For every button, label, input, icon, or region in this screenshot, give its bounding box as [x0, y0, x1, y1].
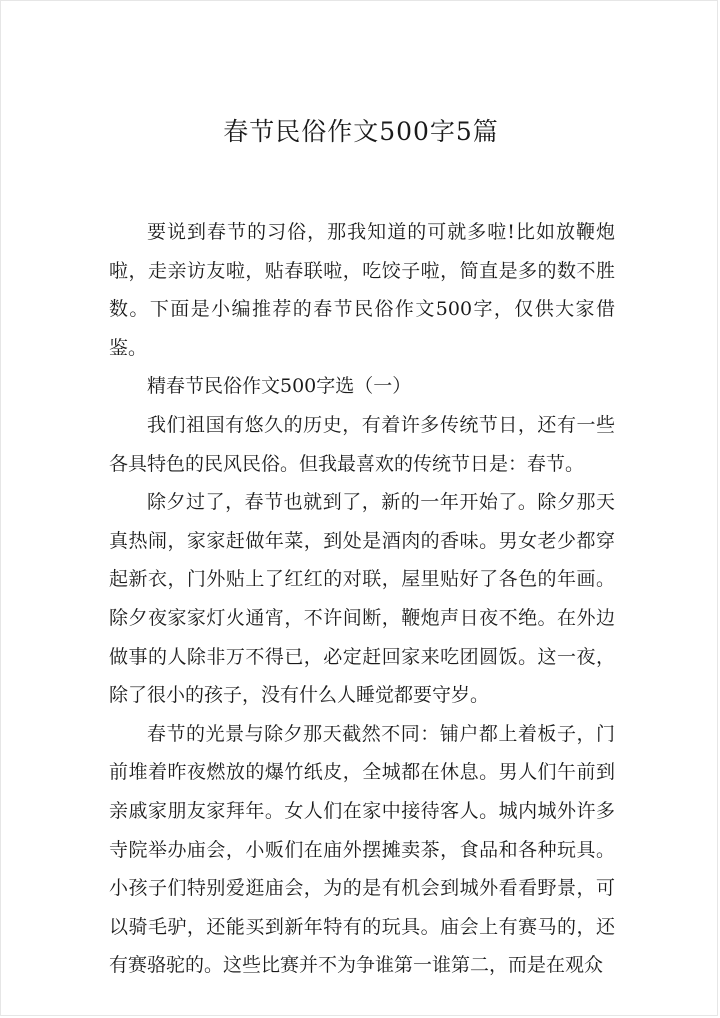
section-heading: 精春节民俗作文500字选（一） [147, 375, 412, 398]
document-title: 春节民俗作文500字5篇 [223, 117, 499, 146]
paragraph: 除夕过了，春节也就到了，新的一年开始了。除夕那天真热闹，家家赶做年菜，到处是酒肉的香味。男女老少都穿起新衣，门外贴上了红红的对联，屋里贴好了各色的年画。除夕夜家家灯火通宵，不许间断，鞭炮声日夜不绝。在外边做事的人除非万不得已，必定赶回家来吃团圆饭。这一夜，除了很小的孩子，没有什么人睡觉都要守岁。 [109, 491, 615, 707]
document-body [109, 213, 615, 985]
paragraph-intro: 要说到春节的习俗，那我知道的可就多啦!比如放鞭炮啦，走亲访友啦，贴春联啦，吃饺子啦，简直是多的数不胜数。下面是小编推荐的春节民俗作文500字，仅供大家借鉴。 [109, 221, 615, 359]
paragraph: 春节的光景与除夕那天截然不同：铺户都上着板子，门前堆着昨夜燃放的爆竹纸皮，全城都在休息。男人们午前到亲戚家朋友家拜年。女人们在家中接待客人。城内城外许多寺院举办庙会，小贩们在庙外摆摊卖茶，食品和各种玩具。小孩子们特别爱逛庙会，为的是有机会到城外看看野景，可以骑毛驴，还能买到新年特有的玩具。庙会上有赛马的，还有赛骆驼的。这些比赛并不为争谁第一谁第二，而是在观众 [109, 722, 615, 977]
paragraph: 我们祖国有悠久的历史，有着许多传统节日，还有一些各具特色的民风民俗。但我最喜欢的传统节日是：春节。 [109, 413, 615, 475]
